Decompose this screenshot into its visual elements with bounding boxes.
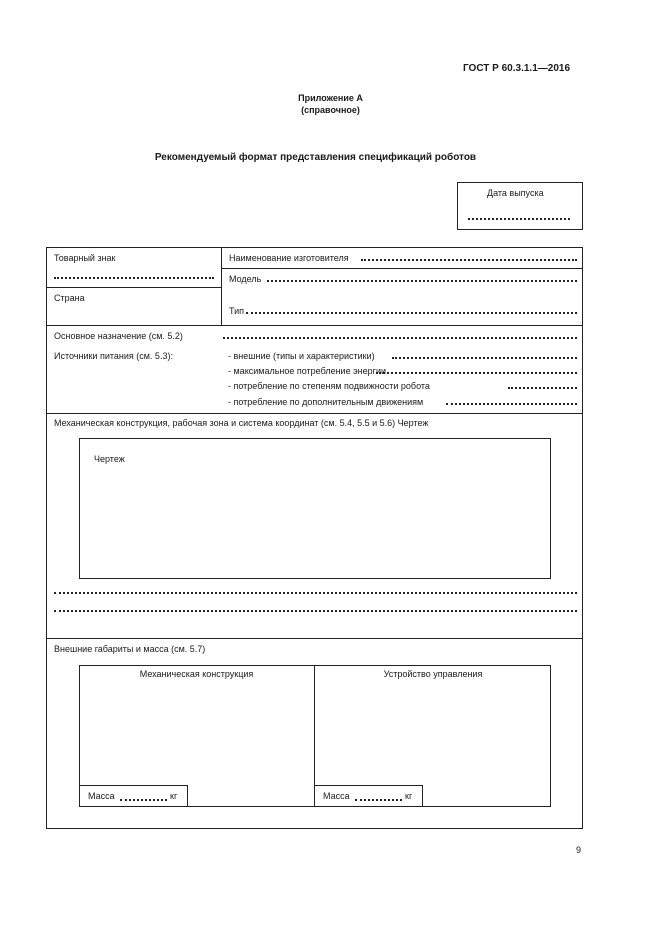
type-field[interactable] [246, 312, 577, 314]
release-date-label: Дата выпуска [487, 188, 544, 198]
appendix-subtitle: (справочное) [301, 105, 360, 115]
manufacturer-field[interactable] [361, 259, 577, 261]
power-sources-label: Источники питания (см. 5.3): [54, 351, 173, 361]
drawing-label: Чертеж [94, 454, 125, 464]
trademark-field[interactable] [54, 277, 214, 279]
control-mass-field[interactable] [355, 799, 402, 801]
power-item-max: - максимальное потребление энергии [228, 366, 387, 376]
control-device-label: Устройство управления [383, 669, 483, 679]
control-mass-unit: кг [405, 791, 413, 801]
power-item-external-field[interactable] [392, 357, 577, 359]
control-mass-label: Масса [323, 791, 350, 801]
purpose-label: Основное назначение (см. 5.2) [54, 331, 183, 341]
mechanics-label: Механическая конструкция, рабочая зона и система координат (см. 5.4, 5.5 и 5.6) Чертеж [54, 418, 429, 428]
manufacturer-label: Наименование изготовителя [229, 253, 349, 263]
document-title: Рекомендуемый формат представления спецификаций роботов [154, 152, 477, 163]
appendix-title: Приложение А [298, 93, 363, 103]
power-item-axes-field[interactable] [508, 387, 577, 389]
power-item-extra-field[interactable] [446, 403, 577, 405]
type-label: Тип [229, 306, 245, 316]
purpose-field[interactable] [223, 337, 577, 339]
standard-number: ГОСТ Р 60.3.1.1—2016 [463, 63, 571, 74]
page-number: 9 [576, 845, 582, 855]
mech-mass-field[interactable] [120, 799, 167, 801]
power-item-external: - внешние (типы и характеристики) [228, 351, 375, 361]
drawing-notes-line-2[interactable] [54, 610, 577, 612]
mech-mass-label: Масса [88, 791, 115, 801]
mech-mass-unit: кг [170, 791, 178, 801]
power-item-max-field[interactable] [376, 372, 577, 374]
power-item-axes: - потребление по степеням подвижности робота [228, 381, 430, 391]
mech-construction-label: Механическая конструкция [139, 669, 254, 679]
model-field[interactable] [267, 280, 577, 282]
trademark-label: Товарный знак [54, 253, 116, 263]
model-label: Модель [229, 274, 262, 284]
country-label: Страна [54, 293, 85, 303]
drawing-box[interactable] [79, 438, 551, 579]
drawing-notes-line-1[interactable] [54, 592, 577, 594]
dimensions-label: Внешние габариты и масса (см. 5.7) [54, 644, 206, 654]
release-date-field[interactable] [468, 218, 570, 220]
power-item-extra: - потребление по дополнительным движениям [228, 397, 424, 407]
